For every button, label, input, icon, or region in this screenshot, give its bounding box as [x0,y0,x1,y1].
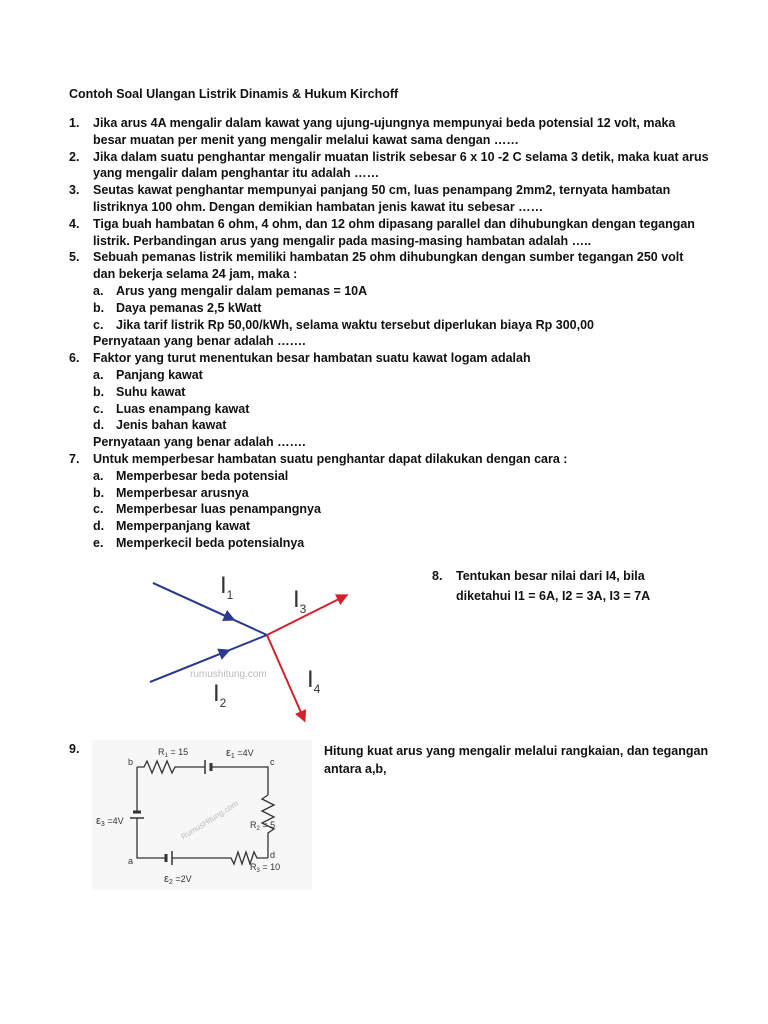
i4-sub: 4 [313,682,321,696]
question-item [69,350,709,451]
watermark: RumusHitung.com [179,798,240,842]
question-note: Pernyataan yang benar adalah ……. [93,435,306,450]
e2-label: ε [164,873,169,885]
node-c: c [270,757,275,767]
node-d: d [270,850,276,860]
question-number: 1. [69,116,80,130]
r2-sub: 2 [256,826,260,832]
svg-text:I2 [213,680,227,710]
option-item [93,367,709,384]
circuit-figure [92,740,312,890]
option-text: Memperbesar arusnya [116,485,249,500]
i4-label: I [307,666,314,693]
r1-value: = 15 [167,747,189,757]
option-text: Suhu kawat [116,384,186,399]
e2-value: =2V [172,874,192,884]
question-item [69,115,709,149]
question-item [69,216,709,250]
i3-label: I [293,586,300,613]
option-letter: c. [93,317,104,332]
r3-label: R [250,862,257,872]
option-item [93,384,709,401]
question-text: Sebuah pemanas listrik memiliki hambatan 25 ohm dihubungkan dengan sumber tegangan 250 volt dan bekerja selama 24 jam, maka : [93,250,684,282]
svg-text:I3 [293,586,307,616]
option-letter: c. [93,502,104,517]
option-text: Memperbesar beda potensial [116,468,289,483]
i2-label: I [213,680,220,707]
question-9-text: Hitung kuat arus yang mengalir melalui rangkaian, dan tegangan antara a,b, [324,744,709,776]
option-letter: b. [93,384,105,399]
node-a: a [128,856,134,866]
option-item [93,300,709,317]
option-item [93,518,709,535]
r3-value: = 10 [259,862,281,872]
question-item [69,182,709,216]
option-item [93,417,709,434]
option-item [93,535,709,552]
e1-value: =4V [234,748,254,758]
question-number: 7. [69,451,80,466]
option-text: Memperbesar luas penampangnya [116,502,321,517]
option-text: Daya pemanas 2,5 kWatt [116,300,262,315]
option-text: Arus yang mengalir dalam pemanas = 10A [116,283,368,298]
option-item [93,485,709,502]
option-text: Jika tarif listrik Rp 50,00/kWh, selama waktu tersebut diperlukan biaya Rp 300,00 [116,317,594,332]
question-text: Jika dalam suatu penghantar mengalir muatan listrik sebesar 6 x 10 -2 C selama 3 detik, maka kuat arus yang mengalir dalam penghantar itu adalah …… [93,149,709,181]
option-item [93,401,709,418]
question-number: 3. [69,183,80,198]
e1-label: ε [226,747,231,759]
option-text: Memperkecil beda potensialnya [116,535,305,550]
question-text: Seutas kawat penghantar mempunyai panjang 50 cm, luas penampang 2mm2, ternyata hambatan listriknya 100 ohm. Dengan demikian hambatan jenis kawat itu sebesar …… [93,183,671,214]
junction-figure [145,565,375,735]
option-letter: b. [93,300,105,315]
question-text: Untuk memperbesar hambatan suatu penghantar dapat dilakukan dengan cara : [93,451,568,466]
i2-sub: 2 [219,696,227,710]
question-item [69,149,709,183]
option-letter: d. [93,418,105,433]
question-number: 6. [69,351,80,366]
e1-sub: 1 [230,753,235,760]
question-note: Pernyataan yang benar adalah ……. [93,334,306,349]
i4-arrow [267,635,303,717]
question-9-number: 9. [69,742,80,756]
question-text: Jika arus 4A mengalir dalam kawat yang ujung-ujungnya mempunyai beda potensial 12 volt, maka besar muatan per menit yang mengalir melalui kawat sama dengan …… [93,116,676,147]
r1-label: R [158,747,165,757]
i1-sub: 1 [226,588,234,602]
question-text: Tiga buah hambatan 6 ohm, 4 ohm, dan 12 ohm dipasang parallel dan dihubungkan dengan tegangan listrik. Perbandingan arus yang mengalir pada masing-masing hambatan adalah ….. [93,216,695,248]
question-8 [432,566,682,606]
e3-value: =4V [104,816,124,826]
question-text: Tentukan besar nilai dari I4, bila diketahui I1 = 6A, I2 = 3A, I3 = 7A [456,569,651,603]
r2-value: = 5 [259,820,276,830]
question-item [69,451,709,552]
option-text: Jenis bahan kawat [116,418,227,433]
e3-sub: 3 [100,821,105,828]
option-text: Panjang kawat [116,367,203,382]
r3-sub: 3 [256,868,260,874]
option-text: Memperpanjang kawat [116,519,251,534]
question-number: 4. [69,216,80,231]
e2-sub: 2 [168,879,173,886]
page-title: Contoh Soal Ulangan Listrik Dinamis & Hukum Kirchoff [69,87,399,101]
option-item [93,283,709,300]
question-item [69,249,709,350]
node-b: b [128,757,134,767]
option-letter: a. [93,367,104,382]
watermark: rumushitung.com [190,669,267,680]
question-number: 5. [69,250,80,265]
r1-sub: 1 [164,753,168,759]
question-number: 2. [69,149,80,164]
r2-label: R [250,820,257,830]
option-letter: c. [93,401,104,416]
option-letter: d. [93,519,105,534]
option-item [93,317,709,334]
option-letter: e. [93,535,104,550]
option-letter: b. [93,485,105,500]
option-item [93,501,709,518]
option-letter: a. [93,283,104,298]
question-list [69,115,709,552]
option-letter: a. [93,468,104,483]
option-text: Luas enampang kawat [116,401,250,416]
e3-label: ε [96,815,101,827]
i1-arrow [153,583,230,618]
option-item [93,468,709,485]
svg-text:I1 [220,572,234,602]
question-text: Faktor yang turut menentukan besar hambatan suatu kawat logam adalah [93,351,531,366]
i3-sub: 3 [299,602,307,616]
question-number: 8. [432,569,443,583]
i1-label: I [220,572,227,599]
svg-text:I4 [307,666,321,696]
